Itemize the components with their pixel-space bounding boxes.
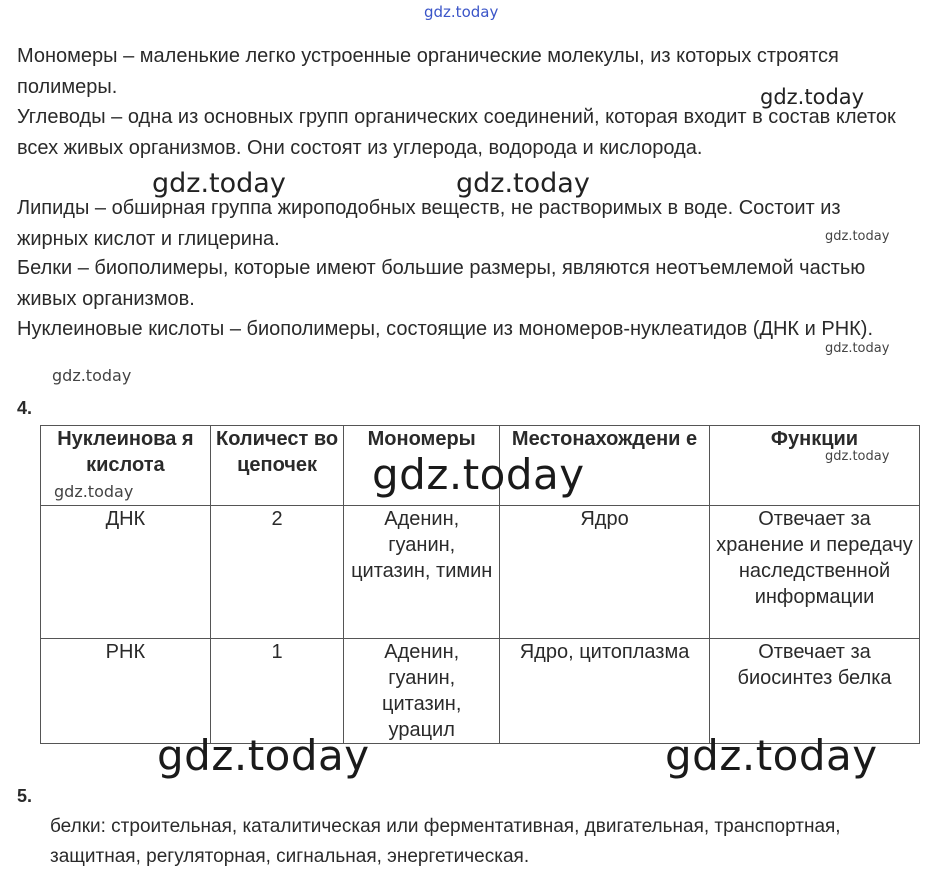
table-row (41, 639, 920, 744)
cell-functions: Отвечает за биосинтез белка (710, 639, 920, 744)
watermark: gdz.today (52, 366, 132, 385)
protein-functions-text: белки: строительная, каталитическая или ферментативная, двигательная, транспортная, защитная, регуляторная, сигнальная, энергетическая. (50, 816, 841, 867)
paragraph-carbohydrates: Углеводы – одна из основных групп органических соединений, которая входит в состав клеток всех живых организмов. Они состоят из углерода, водорода и кислорода. (17, 106, 896, 159)
paragraph-monomers: Мономеры – маленькие легко устроенные органические молекулы, из которых строятся полимеры. (17, 45, 839, 98)
watermark: gdz.today (825, 229, 890, 244)
header-monomers: Мономеры (344, 426, 500, 506)
watermark: gdz.today (456, 168, 590, 199)
paragraph-nucleic-acids: Нуклеиновые кислоты – биополимеры, состоящие из мономеров-нуклеатидов (ДНК и РНК). (17, 318, 874, 340)
header-chain-count: Количест во цепочек (210, 426, 344, 506)
header-nucleic-acid: Нуклеинова я кислота (41, 426, 211, 506)
header-functions: Функции (710, 426, 920, 506)
watermark: gdz.today (825, 341, 890, 356)
watermark: gdz.today (54, 482, 134, 501)
watermark: gdz.today (372, 450, 585, 499)
watermark: gdz.today (825, 449, 890, 464)
section-4-number: 4. (17, 398, 33, 418)
watermark-top: gdz.today (424, 3, 499, 21)
cell-functions: Отвечает за хранение и передачу наследственной информации (710, 506, 920, 639)
cell-monomers: Аденин, гуанин, цитазин, тимин (344, 506, 500, 639)
cell-acid: ДНК (41, 506, 211, 639)
cell-location: Ядро (500, 506, 710, 639)
cell-location: Ядро, цитоплазма (500, 639, 710, 744)
header-location: Местонахождени е (500, 426, 710, 506)
cell-chains: 2 (210, 506, 344, 639)
watermark: gdz.today (760, 85, 865, 109)
paragraph-proteins: Белки – биополимеры, которые имеют большие размеры, являются неотъемлемой частью живых организмов. (17, 257, 866, 310)
watermark: gdz.today (665, 731, 878, 780)
watermark: gdz.today (152, 168, 286, 199)
watermark: gdz.today (157, 731, 370, 780)
paragraph-lipids: Липиды – обширная группа жироподобных веществ, не растворимых в воде. Состоит из жирных кислот и глицерина. (17, 197, 841, 250)
cell-acid: РНК (41, 639, 211, 744)
table-row (41, 506, 920, 639)
cell-monomers: Аденин, гуанин, цитазин, урацил (344, 639, 500, 744)
section-5-number: 5. (17, 786, 33, 806)
cell-chains: 1 (210, 639, 344, 744)
